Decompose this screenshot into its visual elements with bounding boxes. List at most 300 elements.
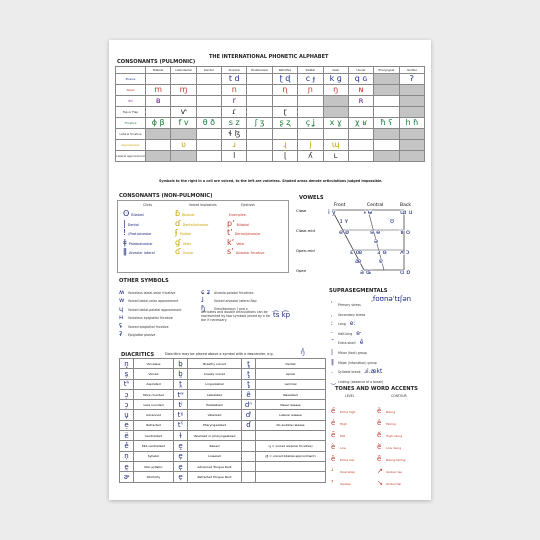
ipa-label: Major (intonation) group (338, 360, 377, 365)
supra-heading: SUPRASEGMENTALS (329, 288, 388, 294)
consonant-cell (374, 96, 399, 107)
consonant-cell (323, 107, 348, 118)
pulmonic-table (115, 66, 425, 162)
tone-level-list (331, 402, 355, 486)
ipa-label: High rising (386, 434, 403, 438)
ipa-symbol: ǁ (123, 247, 127, 256)
consonant-cell: q ɢ (348, 74, 373, 85)
tone-item (377, 450, 405, 462)
diacritic-label: Dental (256, 359, 326, 369)
consonant-cell (323, 96, 348, 107)
consonant-cell (374, 140, 399, 151)
tone-item (331, 402, 355, 414)
ipa-label: Syllable break (338, 370, 361, 375)
tone-item (377, 462, 405, 474)
diacritic-label: Aspirated (134, 379, 174, 389)
tone-item (377, 402, 405, 414)
supra-item (331, 354, 383, 364)
consonant-cell: ʟ (323, 151, 348, 162)
place-header: Retroflex (272, 67, 297, 74)
diacritic-symbol: ɚ (120, 472, 134, 482)
ipa-symbol: ↗ (377, 467, 383, 475)
diacritic-label: Velarized or pharyngealized (188, 431, 242, 441)
tone-item (331, 474, 355, 486)
ipa-symbol: tʼ (227, 228, 233, 237)
consonant-cell: ħ ʕ (374, 118, 399, 129)
vowel-symbol: ɯ u (400, 207, 413, 216)
diacritic-row (120, 441, 326, 451)
diacritic-row (120, 389, 326, 399)
diacritic-label: Palatalized (188, 400, 242, 410)
diacritic-symbol: e̝ (174, 441, 188, 451)
ipa-label: Extra high (340, 410, 356, 414)
vowel-chart (294, 200, 429, 280)
other-symbol-item (119, 302, 182, 313)
nonpulmonic-heading: CONSONANTS (NON-PULMONIC) (119, 193, 213, 199)
diacritic-label (256, 472, 326, 482)
ipa-symbol: ɗ (175, 218, 181, 228)
ipa-symbol: ˌ (331, 310, 333, 318)
consonant-cell (247, 74, 272, 85)
ipa-label: Half-long (338, 331, 353, 336)
diacritic-symbol (242, 431, 256, 441)
nonpulmonic-item (123, 248, 155, 258)
consonant-cell (196, 151, 221, 162)
consonant-cell (196, 129, 221, 140)
consonant-cell (374, 151, 399, 162)
tone-item (377, 426, 405, 438)
consonant-cell (171, 129, 196, 140)
ipa-label: Mid (340, 434, 346, 438)
np-head-implosives: Voiced implosives (189, 203, 217, 207)
consonant-cell (247, 151, 272, 162)
ipa-symbol: ê (377, 419, 382, 427)
vowel-row-openmid: Open-mid (296, 248, 315, 253)
diacritic-row (120, 451, 326, 461)
ipa-symbol: ↘ (377, 479, 383, 487)
ipa-symbol: ʍ (119, 288, 125, 296)
diacritic-symbol: e̞ (174, 451, 188, 461)
other-symbol-item (119, 293, 181, 305)
manner-label: Plosive (116, 74, 146, 85)
ipa-symbol: ɧ (201, 304, 206, 312)
manner-row (116, 140, 425, 151)
diacritic-symbol: tˠ (174, 410, 188, 420)
diacritic-symbol: ɫ (174, 431, 188, 441)
nonpulmonic-item (123, 229, 155, 239)
consonant-cell (247, 85, 272, 96)
tone-item (331, 450, 355, 462)
consonant-cell: n (222, 85, 247, 96)
diacritic-label: Advanced Tongue Root (188, 461, 242, 471)
consonant-cell: c ɟ (298, 74, 323, 85)
vowel-symbol: ɜ ɞ (377, 247, 387, 256)
consonant-cell (348, 129, 373, 140)
consonant-cell: ⱱ (171, 107, 196, 118)
consonant-cell (374, 85, 399, 96)
diacritic-symbol: tʲ (174, 400, 188, 410)
consonant-cell: ʎ (298, 151, 323, 162)
tone-contour-list (377, 402, 405, 486)
ipa-label: Alveolo-palatal fricatives (214, 291, 254, 295)
diacritic-label: Breathy voiced (188, 359, 242, 369)
vowel-symbol: a ɶ (360, 267, 372, 276)
diacritic-symbol: ë (120, 431, 134, 441)
manner-label: Nasal (116, 85, 146, 96)
consonant-cell: ɸ β (146, 118, 171, 129)
manner-label: Trill (116, 96, 146, 107)
consonant-cell: ɾ (222, 107, 247, 118)
diacritic-label: Nasalized (256, 389, 326, 399)
vowel-symbol: ɛ œ (350, 247, 363, 256)
consonant-cell (348, 140, 373, 151)
nonpulmonic-item (123, 220, 155, 230)
consonant-cell (146, 129, 171, 140)
consonant-cell: x ɣ (323, 118, 348, 129)
pulmonic-heading: CONSONANTS (PULMONIC) (117, 59, 196, 65)
poster-title: THE INTERNATIONAL PHONETIC ALPHABET (209, 54, 329, 60)
consonant-cell: s z (222, 118, 247, 129)
ipa-label: Voiceless labial-velar fricative (128, 291, 176, 295)
consonant-cell (374, 74, 399, 85)
ipa-symbol: ɠ (175, 237, 181, 247)
ipa-symbol: e᷄ (377, 431, 382, 439)
manner-row (116, 96, 425, 107)
consonant-cell (399, 129, 424, 140)
diacritic-label: Less rounded (134, 400, 174, 410)
consonant-cell (196, 74, 221, 85)
manner-row (116, 85, 425, 96)
vowel-row-close: Close (296, 208, 307, 213)
other-symbol-item (119, 285, 181, 296)
consonant-cell (323, 129, 348, 140)
ipa-label: Voiced alveolar lateral flap (214, 299, 257, 303)
consonant-cell: ɻ (272, 140, 297, 151)
diacritics-table (119, 358, 326, 483)
diacritic-label: Voiced (134, 369, 174, 379)
ipa-label: Voiced epiglottal fricative (128, 324, 169, 329)
consonant-cell (171, 151, 196, 162)
nonpulmonic-item (123, 210, 155, 220)
ipa-label: Global rise (386, 470, 402, 474)
consonant-cell: ɲ (298, 85, 323, 96)
affricate-note: Affricates and double articulations can be represented by two symbols joined by a tie bar if necessary. (201, 310, 270, 322)
vowel-row-closemid: Close-mid (296, 228, 315, 233)
ipa-label: Low rising (386, 446, 402, 450)
consonant-cell (298, 96, 323, 107)
consonant-cell: ʂ ʐ (272, 118, 297, 129)
consonant-cell: ŋ (323, 85, 348, 96)
ipa-symbol: e᷅ (377, 443, 382, 451)
ipa-symbol: ! (123, 228, 127, 237)
diacritic-label (256, 431, 326, 441)
consonant-cell: ɴ (348, 85, 373, 96)
ipa-example: eː (349, 320, 356, 328)
ipa-example: eˑ (356, 329, 362, 337)
ipa-label: Dental (127, 222, 139, 227)
consonant-cell: k ɡ (323, 74, 348, 85)
diacritic-label: Apical (256, 369, 326, 379)
ipa-symbol: ɺ (201, 296, 204, 304)
ipa-label: Secondary stress (338, 312, 366, 317)
diacritic-symbol: t̪ (242, 359, 256, 369)
ipa-symbol: é (331, 419, 336, 427)
diacritic-symbol: n̥ (120, 359, 134, 369)
consonant-cell (272, 96, 297, 107)
vowel-symbol: ɘ ɵ (370, 227, 381, 236)
supra-list (331, 296, 384, 385)
ipa-symbol: ʛ (175, 247, 181, 256)
diacritic-label: Raised (188, 441, 242, 451)
manner-label: Approximant (116, 140, 146, 151)
consonant-cell: ʈ ɖ (272, 74, 297, 85)
diacritic-label: Linguolabial (188, 379, 242, 389)
vowel-symbol: e ø (339, 227, 350, 236)
consonant-cell (399, 96, 424, 107)
manner-label: Lateral fricative (116, 129, 146, 140)
ipa-symbol: ě (377, 407, 382, 415)
other-symbol-item (201, 293, 257, 304)
ipa-symbol: è (331, 443, 336, 451)
place-header: Palatal (298, 67, 323, 74)
ipa-symbol: ʄ (175, 228, 178, 237)
diacritic-label: Retracted (134, 420, 174, 430)
ipa-symbol: ē (331, 431, 336, 439)
diacritic-row (120, 461, 326, 471)
nonpulmonic-item (123, 239, 155, 249)
ipa-label: Minor (foot) group (338, 350, 367, 355)
vowel-symbol: ɤ o (400, 227, 410, 236)
consonant-cell (374, 107, 399, 118)
ipa-label: (Post)alveolar (128, 232, 152, 236)
diacritic-label: Lowered (188, 451, 242, 461)
ipa-label: Primary stress (338, 303, 361, 307)
ipa-label: Simultaneous ʃ and x (214, 307, 248, 311)
consonant-cell (196, 107, 221, 118)
diacritic-label: Mid-centralized (134, 441, 174, 451)
manner-label: Tap or Flap (116, 107, 146, 118)
ipa-label: Palatoalveolar (128, 241, 153, 246)
tone-item (331, 462, 355, 474)
supra-item (331, 296, 383, 306)
tones-heading: TONES AND WORD ACCENTS (335, 386, 418, 392)
ipa-symbol: ˈ (331, 301, 333, 308)
consonant-cell: ʀ (348, 96, 373, 107)
ipa-label: Uvular (182, 251, 194, 255)
consonant-cell (348, 107, 373, 118)
consonant-cell (247, 129, 272, 140)
manner-row (116, 151, 425, 162)
ipa-symbol: ʢ (119, 321, 123, 330)
ipa-label: Global fall (386, 482, 402, 486)
click-list (123, 210, 155, 258)
ipa-label: Upstep (340, 482, 351, 486)
diacritic-symbol: ẽ (242, 389, 256, 399)
ipa-label: Bilabial (182, 213, 195, 217)
ipa-label: Linking (absence of a break) (338, 379, 384, 384)
consonant-cell (146, 107, 171, 118)
nonpulmonic-item (175, 220, 209, 230)
consonant-cell (399, 107, 424, 118)
np-head-clicks: Clicks (143, 203, 152, 207)
manner-row (116, 118, 425, 129)
diacritic-row (120, 379, 326, 389)
vowel-symbol: ʌ ɔ (400, 247, 410, 256)
ipa-symbol: ‿ (331, 377, 336, 385)
diacritic-label: (β̞ = voiced bilabial approximant) (256, 451, 326, 461)
diacritic-label: Syllabic (134, 451, 174, 461)
consonant-cell: χ ʁ (348, 118, 373, 129)
diacritics-heading: DIACRITICS (121, 352, 155, 358)
diacritic-label: Advanced (134, 410, 174, 420)
diacritic-label: Lateral release (256, 410, 326, 420)
diacritic-symbol (242, 441, 256, 451)
diacritic-symbol: e̽ (120, 441, 134, 451)
consonant-cell: ʔ (399, 74, 424, 85)
tones-level-label: LEVEL (345, 394, 355, 398)
consonant-cell (247, 96, 272, 107)
tone-item (377, 438, 405, 450)
manner-row (116, 107, 425, 118)
ipa-symbol: ǂ (123, 237, 127, 247)
diacritics-note-example: ŋ̊ (301, 349, 305, 356)
diacritic-symbol: u̟ (120, 410, 134, 420)
other-list (119, 285, 182, 338)
ipa-symbol: kʼ (227, 237, 235, 247)
diacritic-symbol: d̚ (242, 420, 256, 430)
ipa-example: ĕ (359, 339, 364, 347)
diacritic-label: Pharyngealized (188, 420, 242, 430)
consonant-cell: t d (222, 74, 247, 85)
diacritic-label: Voiceless (134, 359, 174, 369)
tone-item (331, 426, 355, 438)
consonant-cell (171, 74, 196, 85)
ipa-symbol: | (123, 218, 126, 228)
consonant-cell: r (222, 96, 247, 107)
consonant-cell: ɽ (272, 107, 297, 118)
place-header: Glottal (399, 67, 424, 74)
ipa-label: Rising-falling (386, 458, 406, 462)
vowel-symbol: ɪ ʏ (340, 216, 349, 225)
ipa-label: Examples: (229, 213, 247, 217)
diacritic-symbol: dⁿ (242, 400, 256, 410)
ipa-label: Bilabial (131, 213, 144, 217)
diacritic-row (120, 420, 326, 430)
consonant-cell: ɭ (272, 151, 297, 162)
diacritic-symbol: tˤ (174, 420, 188, 430)
ipa-symbol: ‖ (331, 358, 334, 366)
diacritics-note: Diacritics may be placed above a symbol with a descender, e.g. (165, 352, 274, 356)
diacritic-symbol: s̬ (120, 369, 134, 379)
manner-label: Fricative (116, 118, 146, 129)
place-header: Alveolar (222, 67, 247, 74)
diacritic-symbol: n̩ (120, 451, 134, 461)
consonant-cell (247, 140, 272, 151)
ipa-symbol: | (331, 348, 334, 356)
ipa-label: Rising (386, 410, 396, 414)
consonant-cell: θ ð (196, 118, 221, 129)
consonant-cell (298, 129, 323, 140)
consonant-cell: ɰ (323, 140, 348, 151)
ipa-symbol: ꜛ (331, 479, 334, 487)
ipa-label: Low (340, 446, 346, 450)
consonant-cell (399, 85, 424, 96)
place-header: Labiodental (171, 67, 196, 74)
consonant-cell: ʋ (171, 140, 196, 151)
consonant-cell (196, 140, 221, 151)
ipa-label: Epiglottal plosive (128, 332, 156, 337)
ipa-symbol: sʼ (227, 247, 234, 256)
consonant-cell (399, 151, 424, 162)
consonant-cell (146, 151, 171, 162)
consonant-cell: ç ʝ (298, 118, 323, 129)
consonant-cell: ɹ (222, 140, 247, 151)
consonant-cell (298, 107, 323, 118)
ipa-label: Downstep (340, 470, 355, 474)
pulmonic-note: Symbols to the right in a cell are voiced, to the left are voiceless. Shaded areas denote articulations judged impossible. (159, 179, 383, 183)
other-heading: OTHER SYMBOLS (119, 278, 169, 284)
ipa-symbol: w (119, 296, 125, 305)
diacritic-symbol: tʷ (174, 389, 188, 399)
vowel-symbol: ɐ (379, 256, 383, 265)
consonant-cell: ɳ (272, 85, 297, 96)
consonant-cell: f v (171, 118, 196, 129)
ipa-label: High (340, 422, 347, 426)
place-header: Postalveolar (247, 67, 272, 74)
ipa-symbol: e᷈ (377, 455, 382, 463)
corner-cell (116, 67, 146, 74)
tie-example: t͡s k͡p (273, 311, 291, 319)
diacritic-symbol (242, 461, 256, 471)
consonant-cell: ɱ (171, 85, 196, 96)
consonant-cell: ʙ (146, 96, 171, 107)
supra-item (331, 344, 383, 354)
diacritic-row (120, 369, 326, 379)
diacritic-row (120, 400, 326, 410)
other-list-2 (201, 285, 257, 312)
ipa-label: Voiced labial-palatal approximant (128, 307, 182, 312)
consonant-cell (348, 151, 373, 162)
diacritic-symbol: e̯ (120, 461, 134, 471)
place-header: Velar (323, 67, 348, 74)
supra-item (331, 325, 383, 335)
diacritic-row (120, 431, 326, 441)
consonant-cell (196, 85, 221, 96)
ipa-symbol: e̋ (331, 407, 336, 415)
consonant-cell (247, 107, 272, 118)
manner-row (116, 74, 425, 85)
place-header: Uvular (348, 67, 373, 74)
ejective-list (227, 210, 264, 258)
ipa-label: Extra low (340, 458, 354, 462)
ipa-label: Velar (236, 241, 245, 246)
diacritic-label: Rhoticity (134, 472, 174, 482)
diacritic-symbol: ɔ̹ (120, 389, 134, 399)
ipa-label: Dental/alveolar (234, 232, 261, 236)
consonant-cell: l (222, 151, 247, 162)
diacritic-symbol (242, 451, 256, 461)
diacritic-label: Laminal (256, 379, 326, 389)
diacritic-label: Labialized (188, 389, 242, 399)
ipa-symbol: ꜜ (331, 467, 334, 475)
ipa-label: Alveolar fricative (235, 251, 265, 255)
diacritic-symbol: tʰ (120, 379, 134, 389)
ipa-label: Voiceless epiglottal fricative (128, 316, 173, 321)
ipa-symbol: ɓ (175, 209, 181, 218)
diacritic-symbol: b̤ (174, 359, 188, 369)
place-header: Bilabial (146, 67, 171, 74)
ipa-label: Voiced labial-velar approximant (128, 299, 179, 304)
